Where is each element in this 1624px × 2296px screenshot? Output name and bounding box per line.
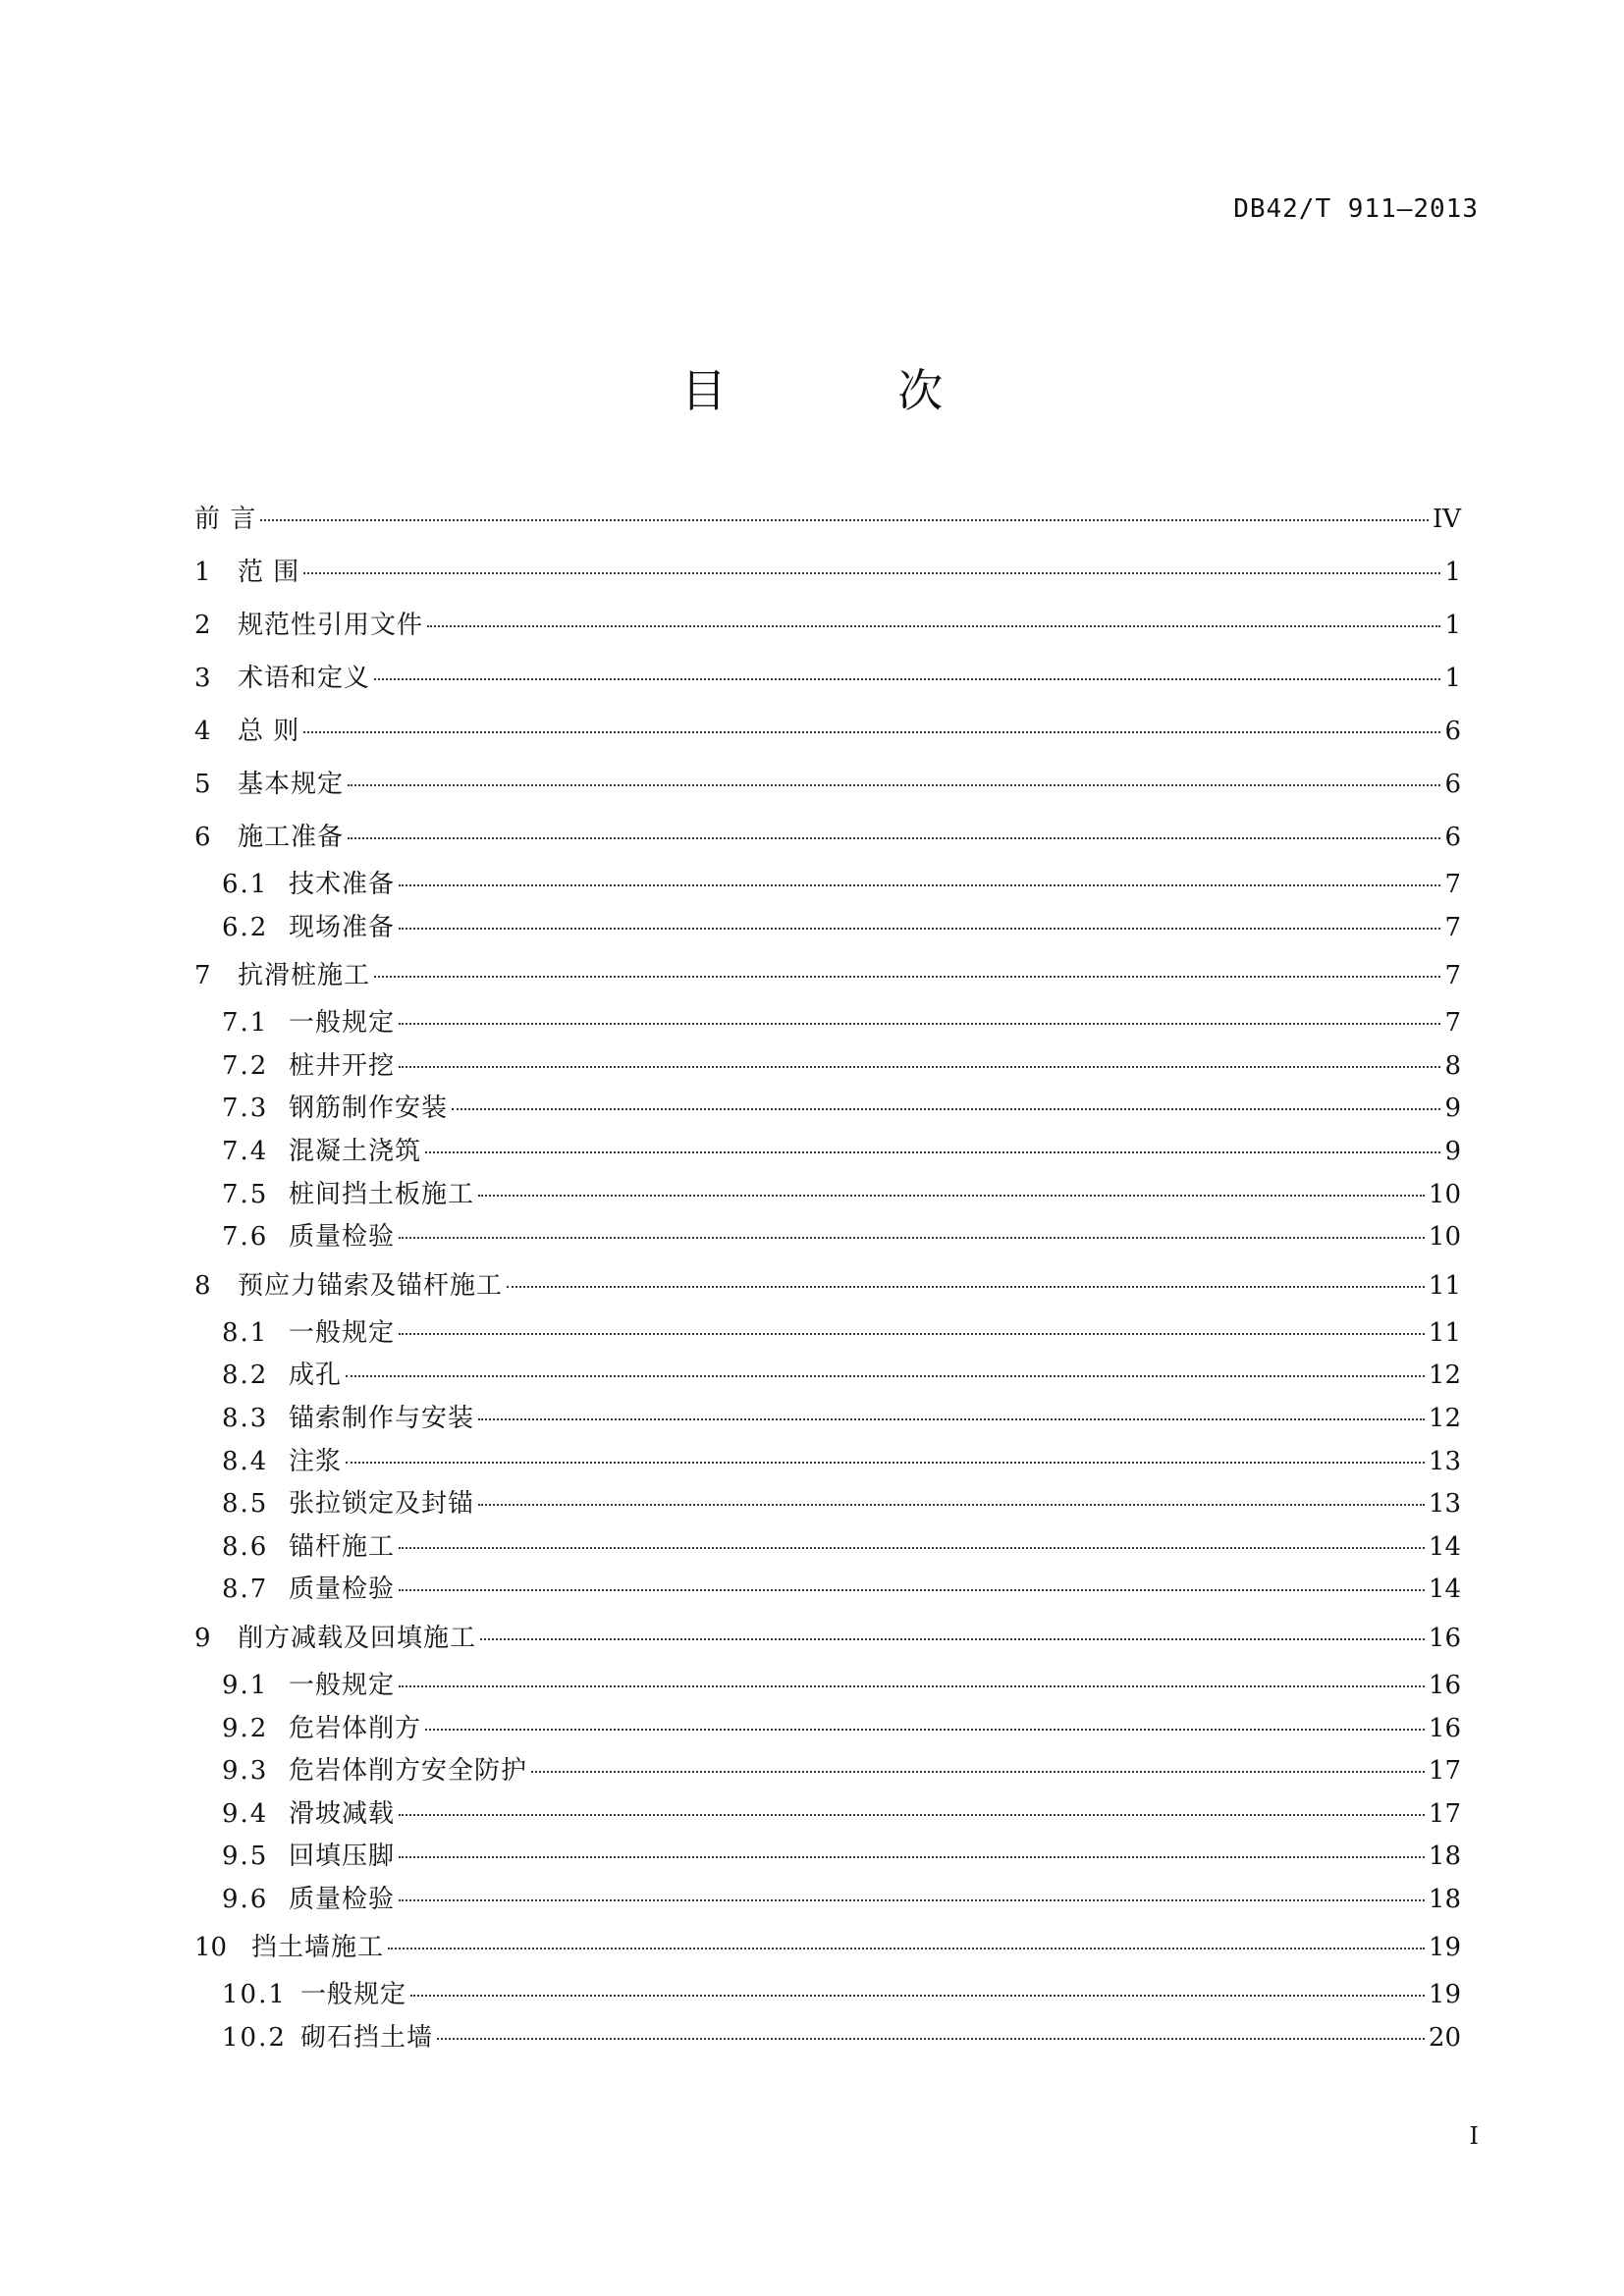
toc-entry[interactable] xyxy=(194,758,1461,811)
toc-entry-number: 10.1 xyxy=(222,1980,287,2010)
toc-entry-number: 7.2 xyxy=(222,1050,269,1081)
toc-dot-leader xyxy=(303,731,1440,733)
toc-entry-label: 锚索制作与安装 xyxy=(289,1403,475,1433)
toc-dot-leader xyxy=(399,884,1440,886)
toc-entry-number: 8 xyxy=(194,1270,211,1301)
toc-dot-leader xyxy=(399,1899,1425,1901)
toc-dot-leader xyxy=(399,1333,1425,1335)
toc-dot-leader xyxy=(425,1151,1440,1153)
toc-entry[interactable] xyxy=(194,1216,1461,1259)
toc-entry-number: 8.4 xyxy=(222,1446,269,1476)
toc-entry-page: 20 xyxy=(1428,2023,1461,2054)
toc-entry-number: 9 xyxy=(194,1623,211,1653)
toc-entry-page: 16 xyxy=(1428,1670,1461,1700)
toc-entry-page: 13 xyxy=(1428,1489,1461,1520)
toc-entry-number: 8.2 xyxy=(222,1361,269,1391)
toc-entry-label: 一般规定 xyxy=(300,1980,407,2010)
toc-dot-leader xyxy=(399,1589,1425,1591)
toc-entry-page: 6 xyxy=(1444,823,1461,852)
toc-entry[interactable] xyxy=(194,1312,1461,1356)
toc-dot-leader xyxy=(478,1195,1425,1197)
toc-entry-label: 成孔 xyxy=(289,1361,343,1391)
toc-entry[interactable] xyxy=(194,1526,1461,1570)
toc-entry-page: 9 xyxy=(1444,1136,1461,1166)
toc-entry-label: 抗滑桩施工 xyxy=(238,961,371,991)
toc-entry-page: 16 xyxy=(1428,1713,1461,1743)
toc-entry-label: 质量检验 xyxy=(289,1222,396,1253)
toc-entry-page: 16 xyxy=(1428,1623,1461,1653)
toc-entry-page: 7 xyxy=(1444,1008,1461,1039)
toc-dot-leader xyxy=(399,1023,1440,1025)
toc-entry-label: 锚杆施工 xyxy=(289,1531,396,1562)
toc-entry[interactable] xyxy=(194,1441,1461,1484)
toc-entry-page: 11 xyxy=(1428,1270,1461,1301)
toc-entry[interactable] xyxy=(194,599,1461,652)
toc-entry-label: 术语和定义 xyxy=(238,664,371,693)
toc-entry[interactable] xyxy=(194,1750,1461,1793)
toc-entry-page: 8 xyxy=(1444,1050,1461,1081)
toc-entry-number: 6.2 xyxy=(222,912,269,942)
toc-dot-leader xyxy=(478,1504,1425,1506)
toc-entry-number: 2 xyxy=(194,611,211,640)
toc-entry-page: 9 xyxy=(1444,1094,1461,1124)
toc-dot-leader xyxy=(425,1729,1425,1731)
toc-entry-label: 钢筋制作安装 xyxy=(289,1094,449,1124)
toc-dot-leader xyxy=(399,1547,1425,1549)
toc-entry-number: 3 xyxy=(194,664,211,693)
toc-entry-label: 范 围 xyxy=(238,558,300,587)
toc-entry-number: 9.3 xyxy=(222,1756,269,1787)
toc-dot-leader xyxy=(348,837,1440,839)
toc-entry-page: 1 xyxy=(1444,611,1461,640)
toc-entry-label: 施工准备 xyxy=(238,823,345,852)
toc-entry-label: 预应力锚索及锚杆施工 xyxy=(238,1270,504,1301)
toc-entry-page: 7 xyxy=(1444,961,1461,991)
toc-entry[interactable] xyxy=(194,1836,1461,1879)
toc-entry-number: 7.5 xyxy=(222,1179,269,1209)
toc-entry-number: 5 xyxy=(194,770,211,799)
toc-entry[interactable] xyxy=(194,1483,1461,1526)
toc-entry-page: 17 xyxy=(1428,1798,1461,1829)
toc-entry[interactable] xyxy=(194,907,1461,950)
toc-entry[interactable] xyxy=(194,1974,1461,2017)
toc-dot-leader xyxy=(410,1995,1425,1997)
toc-entry-number: 4 xyxy=(194,717,211,746)
toc-entry[interactable] xyxy=(194,1665,1461,1708)
toc-dot-leader xyxy=(399,1856,1425,1858)
toc-entry-page: 6 xyxy=(1444,770,1461,799)
toc-entry-label: 混凝土浇筑 xyxy=(289,1136,422,1166)
toc-dot-leader xyxy=(399,1237,1425,1239)
toc-dot-leader xyxy=(399,1685,1425,1687)
toc-entry-number: 1 xyxy=(194,558,211,587)
toc-entry[interactable] xyxy=(194,1002,1461,1045)
toc-entry-number: 6.1 xyxy=(222,870,269,899)
toc-dot-leader xyxy=(303,572,1440,574)
toc-entry-number: 9.2 xyxy=(222,1713,269,1743)
toc-entry-label: 技术准备 xyxy=(289,870,396,899)
toc-entry-page: 10 xyxy=(1428,1222,1461,1253)
toc-entry[interactable] xyxy=(194,1708,1461,1751)
toc-entry-label: 桩井开挖 xyxy=(289,1050,396,1081)
toc-dot-leader xyxy=(480,1638,1425,1640)
toc-entry-label: 总 则 xyxy=(238,717,300,746)
toc-entry-label: 回填压脚 xyxy=(289,1842,396,1872)
toc-entry-page: 13 xyxy=(1428,1446,1461,1476)
toc-entry[interactable] xyxy=(194,949,1461,1002)
toc-dot-leader xyxy=(531,1771,1425,1773)
toc-entry[interactable] xyxy=(194,1793,1461,1837)
toc-entry-page: 6 xyxy=(1444,717,1461,746)
toc-entry-label: 一般规定 xyxy=(289,1670,396,1700)
toc-entry-label: 基本规定 xyxy=(238,770,345,799)
toc-entry-label: 砌石挡土墙 xyxy=(300,2023,434,2054)
toc-entry-label: 张拉锁定及封锚 xyxy=(289,1489,475,1520)
toc-entry-page: 12 xyxy=(1428,1361,1461,1391)
toc-entry-number: 7.3 xyxy=(222,1094,269,1124)
toc-dot-leader xyxy=(346,1375,1425,1377)
toc-dot-leader xyxy=(452,1108,1440,1110)
toc-entry-number: 7 xyxy=(194,961,211,991)
toc-entry[interactable] xyxy=(194,1612,1461,1665)
toc-entry-label: 削方减载及回填施工 xyxy=(238,1623,477,1653)
toc-entry-label: 桩间挡土板施工 xyxy=(289,1179,475,1209)
toc-entry[interactable] xyxy=(194,493,1461,546)
toc-entry-page: 17 xyxy=(1428,1756,1461,1787)
toc-entry[interactable] xyxy=(194,1398,1461,1441)
toc-entry-page: 1 xyxy=(1444,558,1461,587)
toc-entry-number: 8.6 xyxy=(222,1531,269,1562)
toc-entry-page: 7 xyxy=(1444,912,1461,942)
toc-dot-leader xyxy=(260,519,1429,521)
toc-entry-page: 19 xyxy=(1428,1980,1461,2010)
toc-dot-leader xyxy=(478,1418,1425,1420)
toc-entry-label: 危岩体削方安全防护 xyxy=(289,1756,528,1787)
toc-dot-leader xyxy=(399,928,1440,930)
page-number: I xyxy=(1469,2122,1479,2150)
toc-entry-page: 18 xyxy=(1428,1884,1461,1914)
toc-entry-number: 7.6 xyxy=(222,1222,269,1253)
toc-entry-number: 8.7 xyxy=(222,1575,269,1605)
toc-entry-number: 9.6 xyxy=(222,1884,269,1914)
toc-entry-number: 9.4 xyxy=(222,1798,269,1829)
toc-entry-label: 质量检验 xyxy=(289,1884,396,1914)
toc-dot-leader xyxy=(507,1286,1425,1288)
toc-dot-leader xyxy=(346,1462,1425,1464)
toc-entry-number: 7.1 xyxy=(222,1008,269,1039)
toc-dot-leader xyxy=(399,1814,1425,1816)
toc-entry-number: 7.4 xyxy=(222,1136,269,1166)
toc-entry-page: 14 xyxy=(1428,1575,1461,1605)
toc-entry-label: 注浆 xyxy=(289,1446,343,1476)
toc-entry-label: 质量检验 xyxy=(289,1575,396,1605)
toc-entry[interactable] xyxy=(194,1879,1461,1922)
toc-entry-number: 8.1 xyxy=(222,1317,269,1348)
toc-entry[interactable] xyxy=(194,811,1461,864)
toc-entry-page: 14 xyxy=(1428,1531,1461,1562)
toc-dot-leader xyxy=(348,784,1440,786)
toc-dot-leader xyxy=(399,1066,1440,1068)
toc-entry-page: 1 xyxy=(1444,664,1461,693)
toc-entry-number: 9.1 xyxy=(222,1670,269,1700)
toc-entry-label: 滑坡减载 xyxy=(289,1798,396,1829)
table-of-contents xyxy=(194,493,1461,2060)
toc-entry-number: 6 xyxy=(194,823,211,852)
toc-entry-label: 挡土墙施工 xyxy=(251,1933,385,1963)
toc-entry-number: 10.2 xyxy=(222,2023,287,2054)
toc-dot-leader xyxy=(437,2038,1425,2040)
toc-dot-leader xyxy=(374,678,1440,680)
document-code: DB42/T 911—2013 xyxy=(1233,194,1479,224)
toc-entry[interactable] xyxy=(194,705,1461,758)
toc-dot-leader xyxy=(374,976,1440,978)
toc-entry-page: 7 xyxy=(1444,870,1461,899)
toc-entry-page: 12 xyxy=(1428,1403,1461,1433)
toc-entry-label: 一般规定 xyxy=(289,1317,396,1348)
toc-dot-leader xyxy=(388,1948,1425,1949)
toc-entry-page: IV xyxy=(1432,505,1461,534)
toc-entry-page: 18 xyxy=(1428,1842,1461,1872)
toc-entry-number: 10 xyxy=(194,1933,228,1963)
toc-entry[interactable] xyxy=(194,1259,1461,1312)
toc-entry-number: 8.3 xyxy=(222,1403,269,1433)
toc-entry[interactable] xyxy=(194,1131,1461,1174)
toc-entry-label: 前 言 xyxy=(194,505,257,534)
toc-entry[interactable] xyxy=(194,1088,1461,1131)
toc-entry[interactable] xyxy=(194,1569,1461,1612)
toc-entry-number: 8.5 xyxy=(222,1489,269,1520)
toc-entry[interactable] xyxy=(194,1355,1461,1398)
toc-dot-leader xyxy=(427,625,1440,627)
toc-entry-page: 11 xyxy=(1428,1317,1461,1348)
toc-entry[interactable] xyxy=(194,652,1461,705)
toc-entry-label: 现场准备 xyxy=(289,912,396,942)
toc-entry[interactable] xyxy=(194,2017,1461,2060)
toc-entry-label: 危岩体削方 xyxy=(289,1713,422,1743)
toc-entry-label: 规范性引用文件 xyxy=(238,611,424,640)
toc-entry[interactable] xyxy=(194,1045,1461,1089)
toc-entry-page: 19 xyxy=(1428,1933,1461,1963)
toc-entry-page: 10 xyxy=(1428,1179,1461,1209)
toc-entry[interactable] xyxy=(194,546,1461,599)
toc-entry[interactable] xyxy=(194,1921,1461,1974)
page-title: 目 次 xyxy=(680,364,1022,417)
toc-entry-label: 一般规定 xyxy=(289,1008,396,1039)
toc-entry[interactable] xyxy=(194,1174,1461,1217)
toc-entry-number: 9.5 xyxy=(222,1842,269,1872)
toc-entry[interactable] xyxy=(194,864,1461,907)
